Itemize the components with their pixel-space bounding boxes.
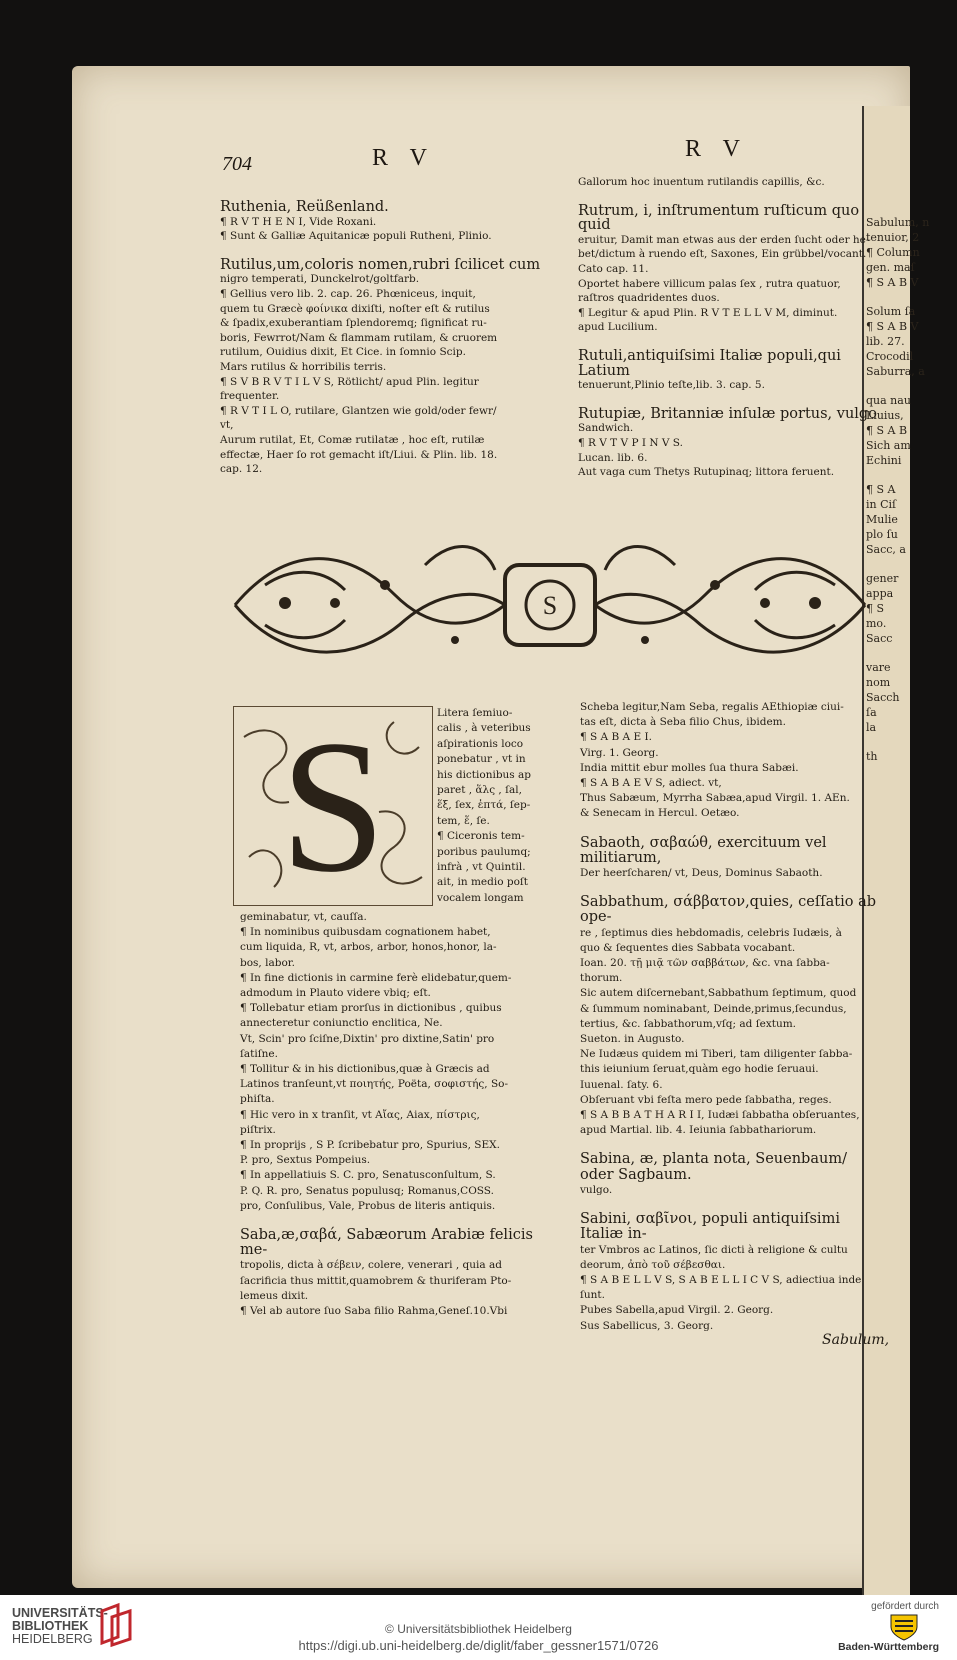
left-top-line: cap. 12.: [220, 463, 263, 476]
left-top-line: ¶ R V T I L O, rutilare, Glantzen wie gold/oder fewr/: [220, 404, 497, 417]
edge-line: ſa: [866, 706, 877, 719]
right-lower-line: & ſummum nominabant, Deinde,primus,ſecundus,: [580, 1002, 847, 1015]
left-top-line: Ruthenia, Reüßenland.: [220, 199, 389, 215]
initial-side-text: [437, 706, 549, 906]
headpiece-letter: S: [542, 591, 558, 620]
initial-side-line: ponebatur , vt in: [437, 753, 526, 766]
initial-side-line: ait, in medio poſt: [437, 876, 529, 889]
edge-line: ¶ S A B V: [866, 276, 919, 289]
right-top-line: Oportet habere villicum palas ſex , rutra quatuor,: [578, 277, 841, 290]
right-top-line: raſtros quadridentes duos.: [578, 292, 720, 305]
edge-line: Sich am: [866, 439, 911, 452]
right-top-line: Lucan. lib. 6.: [578, 451, 648, 464]
edge-line: Mulie: [866, 513, 898, 526]
edge-line: vare: [866, 661, 891, 674]
right-top-line: tenuerunt,Plinio teſte,lib. 3. cap. 5.: [578, 379, 765, 392]
decorated-initial: [233, 702, 433, 912]
edge-line: mo.: [866, 617, 887, 630]
initial-side-line: infrà , vt Quintil.: [437, 861, 526, 874]
left-column-lower: [240, 910, 550, 1319]
edge-line: Saburra, a: [866, 365, 925, 378]
left-lower-line: ¶ Tollebatur etiam prorſus in dictionibus , quibus: [240, 1002, 502, 1015]
left-top-line: boris, Fewrrot/Nam & flammam rutilam, & cruorem: [220, 331, 498, 344]
left-top-line: Rutilus,um,coloris nomen,rubri ſcilicet cum: [220, 256, 541, 273]
right-lower-line: Scheba legitur,Nam Seba, regalis AEthiopiæ ciui-: [580, 701, 844, 713]
left-top-line: quem tu Græcè φοίνικα dixiſti, noſter eſt & rutilus: [220, 302, 490, 315]
edge-line: appa: [866, 587, 894, 600]
initial-side-line: Litera ſemiuo-: [437, 707, 513, 719]
right-top-line: Rutupiæ, Britanniæ inſulæ portus, vulgo: [578, 405, 877, 422]
right-column-top: [578, 175, 878, 480]
edge-line: th: [866, 750, 878, 763]
initial-side-line: calis , à veteribus: [437, 722, 531, 735]
initial-side-line: his dictionibus ap: [437, 768, 532, 781]
right-top-line: bet/dictum à ruendo eſt, Saxones, Ein grübbel/vocant.: [578, 248, 867, 261]
right-lower-line: Sabini, σαβῖνοι, populi antiquiſsimi Italiæ in-: [580, 1211, 840, 1243]
initial-letter: S: [280, 702, 386, 912]
right-top-line: eruitur, Damit man etwas aus der erden ſucht oder he-: [578, 233, 870, 246]
right-lower-line: Sic autem diſcernebant,Sabbathum ſeptimum, quod: [580, 987, 857, 1000]
edge-line: Sabulum, n: [866, 216, 930, 229]
left-lower-line: ¶ In proprijs , S P. ſcribebatur pro, Spurius, SEX.: [240, 1139, 500, 1152]
left-lower-line: admodum in Plauto videre vbiq; eſt.: [240, 987, 431, 1000]
left-lower-line: ¶ Hic vero in x tranſit, vt Αἴας, Aiax, πίστρις,: [240, 1108, 480, 1121]
left-column-top: [220, 186, 545, 477]
right-lower-line: Ioan. 20. τῇ μιᾷ τῶν σαββάτων, &c. vna ſabba-: [580, 957, 830, 970]
edge-line: Sacc: [866, 632, 893, 645]
left-top-line: ¶ Gellius vero lib. 2. cap. 26. Phœniceus, inquit,: [220, 287, 476, 300]
left-lower-line: ¶ Vel ab autore ſuo Saba filio Rahma,Geneſ.10.Vbi: [240, 1305, 508, 1318]
permalink[interactable]: https://digi.ub.uni-heidelberg.de/diglit/faber_gessner1571/0726: [298, 1638, 659, 1653]
edge-line: qua nau: [866, 394, 911, 407]
right-top-line: ¶ Legitur & apud Plin. R V T E L L V M, diminut.: [578, 306, 838, 319]
right-lower-line: Sabina, æ, planta nota, Seuenbaum/ oder Sagbaum.: [580, 1151, 847, 1183]
left-top-line: ¶ R V T H E N I, Vide Roxani.: [220, 215, 377, 228]
right-lower-line: & Senecam in Hercul. Oetæo.: [580, 807, 740, 820]
left-lower-line: ¶ In fine dictionis in carmine ferè elidebatur,quem-: [240, 971, 512, 984]
edge-line: ¶ S A: [866, 483, 896, 496]
page-number: 704: [222, 153, 252, 175]
left-lower-line: phiſta.: [240, 1093, 275, 1106]
edge-line: nom: [866, 676, 891, 689]
left-top-line: frequenter.: [220, 390, 280, 403]
edge-line: Solum ſa: [866, 305, 916, 318]
left-lower-line: ¶ In appellatiuis S. C. pro, Senatusconſultum, S.: [240, 1169, 496, 1182]
right-top-line: Rutuli,antiquiſsimi Italiæ populi,qui Latium: [578, 347, 841, 379]
right-lower-line: Sus Sabellicus, 3. Georg.: [580, 1319, 714, 1332]
left-top-line: effectæ, Haer ſo rot gemacht iſt/Liui. & Plin. lib. 18.: [220, 448, 498, 461]
left-lower-line: annecteretur coniunctio encliticа, Ne.: [240, 1017, 443, 1030]
left-lower-line: bos, labor.: [240, 956, 295, 969]
right-lower-line: ſunt.: [580, 1289, 605, 1302]
initial-side-line: poribus paulumq;: [437, 845, 531, 858]
initial-side-line: aſpirationis loco: [437, 737, 524, 750]
left-running-head: R V: [372, 145, 435, 171]
right-lower-line: ¶ S A B A E V S, adiect. vt,: [580, 777, 722, 790]
left-lower-line: Saba,æ,σαβά, Sabæorum Arabiæ felicis me-: [240, 1227, 533, 1259]
right-lower-line: Pubes Sabella,apud Virgil. 2. Georg.: [580, 1304, 774, 1317]
edge-line: ¶ S: [866, 602, 885, 615]
funded-by-label: gefördert durch: [871, 1601, 939, 1612]
edge-line: gen. maſ: [866, 261, 915, 274]
edge-line: gener: [866, 572, 899, 585]
right-lower-line: deorum, ἀπὸ τοῦ σέβεσθαι.: [580, 1258, 726, 1271]
left-lower-line: ¶ Tollitur & in his dictionibus,quæ à Græcis ad: [240, 1063, 490, 1076]
right-lower-line: Der heerſcharen/ vt, Deus, Dominus Sabaoth.: [580, 867, 823, 880]
right-lower-line: Sabbathum, σάββατον,quies, ceſſatio ab ope-: [580, 894, 876, 926]
library-name-line1: UNIVERSITÄTS-: [12, 1606, 108, 1620]
initial-side-line: ἕξ, ſex, ἑπτά, ſep-: [437, 799, 531, 812]
right-lower-line: apud Martial. lib. 4. Ieiunia ſabbathariorum.: [580, 1124, 817, 1137]
right-lower-line: India mittit ebur molles ſua thura Sabæi.: [580, 761, 799, 774]
library-name-line2: BIBLIOTHEK: [12, 1619, 89, 1633]
copyright-text: © Universitätsbibliothek Heidelberg: [385, 1622, 572, 1636]
funder-name: Baden-Württemberg: [838, 1641, 939, 1653]
right-top-line: Rutrum, i, inſtrumentum ruſticum quo quid: [578, 202, 860, 234]
initial-side-line: vocalem longam: [437, 891, 524, 904]
left-top-line: nigro temperati, Dunckelrot/goltfarb.: [220, 273, 420, 286]
left-lower-line: Vt, Scin' pro ſciſne,Dixtin' pro dixtine,Satin' pro: [240, 1032, 495, 1045]
left-top-line: Aurum rutilat, Et, Comæ rutilatæ , hoc eſt, rutilæ: [220, 433, 485, 446]
right-lower-line: this ieiunium ſeruat,quàm ego hodie ſeruaui.: [580, 1063, 819, 1076]
left-lower-line: ſacrificia thus mittit,quamobrem & thuriferam Pto-: [240, 1274, 512, 1287]
library-name-line3: HEIDELBERG: [12, 1632, 93, 1646]
edge-line: tenuior, 2: [866, 231, 920, 244]
right-lower-line: Sabaoth, σαβαώθ, exercituum vel militiarum,: [580, 834, 827, 866]
initial-side-line: paret , ἅλς , ſal,: [437, 784, 522, 797]
right-lower-line: thorum.: [580, 972, 623, 985]
edge-line: Sacch: [866, 691, 900, 704]
right-top-line: Sandwich.: [578, 422, 634, 435]
right-top-line: Gallorum hoc inuentum rutilandis capillis, &c.: [578, 176, 825, 188]
left-top-line: Mars rutilus & horribilis terris.: [220, 360, 387, 373]
right-lower-line: Obſeruant vbi feſta mero pede ſabbatha, reges.: [580, 1093, 832, 1106]
left-top-line: ¶ Sunt & Galliæ Aquitanicæ populi Rutheni, Plinio.: [220, 230, 492, 243]
right-lower-line: ¶ S A B E L L V S, S A B E L L I C V S, adiectiua inde: [580, 1273, 862, 1286]
footer: [0, 1595, 957, 1660]
right-lower-line: tertius, &c. ſabbathorum,vſq; ad ſextum.: [580, 1017, 797, 1030]
edge-line: ¶ S A B V: [866, 320, 919, 333]
edge-line: Crocodil: [866, 350, 914, 363]
right-lower-line: tas eſt, dicta à Seba filio Chus, ibidem.: [580, 716, 786, 729]
right-lower-line: Ne Iudæus quidem mi Tiberi, tam diligenter ſabba-: [580, 1048, 853, 1061]
left-top-line: & ſpadix,exuberantiam ſplendoremq; ſignificat ru-: [220, 317, 487, 330]
left-lower-line: Latinos tranſeunt,vt ποιητής, Poëta, σοφιστής, So-: [240, 1078, 509, 1091]
left-lower-line: lemeus dixit.: [240, 1289, 309, 1302]
left-lower-line: tropolis, dicta à σέβειν, colere, venerari , quia ad: [240, 1259, 502, 1272]
right-top-line: Aut vaga cum Thetys Rutupinaq; littora feruent.: [578, 466, 835, 479]
right-lower-line: Iuuenal. ſaty. 6.: [580, 1078, 663, 1091]
right-lower-line: ¶ S A B B A T H A R I I, Iudæi ſabbatha obſeruantes,: [580, 1109, 860, 1122]
left-lower-line: piſtrix.: [240, 1123, 276, 1136]
right-lower-line: vulgo.: [580, 1183, 613, 1196]
catchword: Sabulum,: [822, 1332, 890, 1348]
right-lower-line: ¶ S A B A E I.: [580, 731, 652, 744]
initial-side-line: ¶ Ciceronis tem-: [437, 830, 525, 843]
left-lower-line: cum liquida, R, vt, arbos, arbor, honos,honor, la-: [240, 941, 497, 954]
edge-line: ¶ Column: [866, 246, 920, 259]
edge-line: ¶ S A B: [866, 424, 908, 437]
edge-line: plo ſu: [866, 528, 898, 541]
decorative-headpiece: [225, 525, 875, 680]
right-lower-line: ter Vmbros ac Latinos, ſic dicti à religione & cultu: [580, 1243, 848, 1256]
left-lower-line: geminabatur, vt, cauſſa.: [240, 911, 367, 923]
right-column-lower: [580, 700, 880, 1334]
initial-side-line: tem, ἕ, ſe.: [437, 814, 490, 827]
edge-line: Liuius,: [866, 409, 904, 422]
right-lower-line: Sueton. in Augusto.: [580, 1033, 685, 1046]
left-top-line: rutilum, Ouidius dixit, Et Cice. in ſomnio Scip.: [220, 346, 466, 359]
state-crest-icon: [889, 1613, 919, 1641]
left-top-line: vt,: [220, 419, 234, 432]
right-top-line: Cato cap. 11.: [578, 262, 649, 275]
right-top-line: apud Lucilium.: [578, 321, 658, 334]
right-running-head: R V: [685, 136, 748, 162]
left-lower-line: ſatiſne.: [240, 1047, 278, 1060]
left-top-line: ¶ S V B R V T I L V S, Rötlicht/ apud Plin. legitur: [220, 375, 479, 388]
right-lower-line: Virg. 1. Georg.: [580, 746, 659, 759]
left-lower-line: ¶ In nominibus quibusdam cognationem habet,: [240, 926, 491, 939]
right-lower-line: quo & ſequentes dies Sabbata vocabant.: [580, 941, 796, 954]
edge-line: Sacc, a: [866, 543, 906, 556]
right-lower-line: re , ſeptimus dies hebdomadis, celebris Iudæis, à: [580, 926, 842, 939]
right-lower-line: Thus Sabæum, Myrrha Sabæa,apud Virgil. 1. AEn.: [580, 792, 850, 805]
left-lower-line: P. Q. R. pro, Senatus populusq; Romanus,COSS.: [240, 1184, 494, 1197]
edge-line: in Ciſ: [866, 498, 897, 511]
right-top-line: ¶ R V T V P I N V S.: [578, 436, 683, 449]
left-lower-line: P. pro, Sextus Pompeius.: [240, 1154, 371, 1167]
edge-line: la: [866, 721, 877, 734]
edge-line: lib. 27.: [866, 335, 905, 348]
left-lower-line: pro, Conſulibus, Vale, Probus de literis antiquis.: [240, 1199, 496, 1212]
edge-line: Echini: [866, 454, 902, 467]
